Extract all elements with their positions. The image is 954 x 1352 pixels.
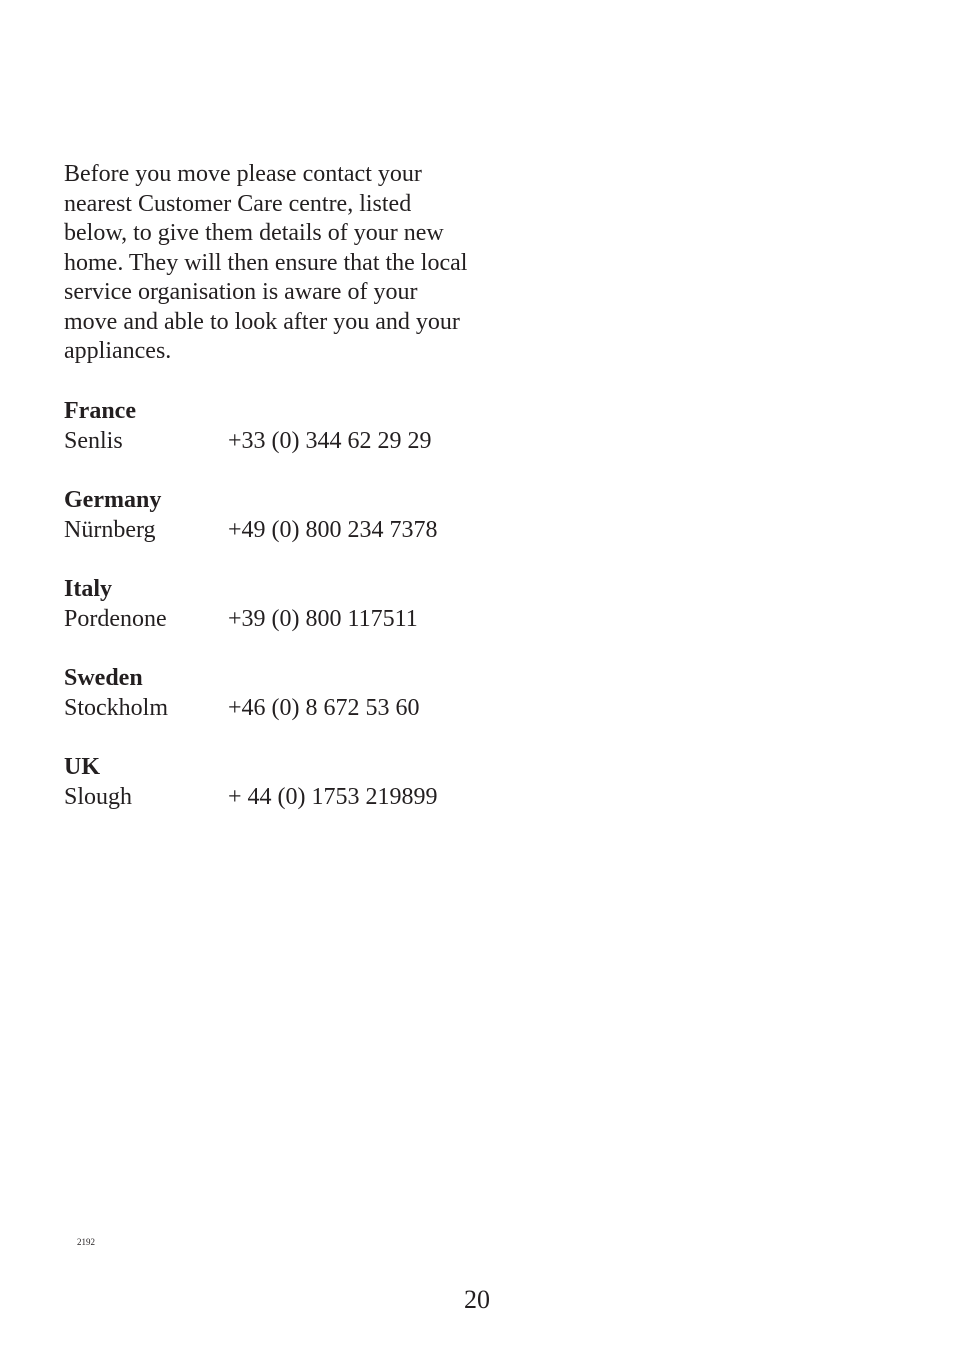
contact-row <box>64 426 484 456</box>
contact-row <box>64 782 484 812</box>
phone-number: +49 (0) 800 234 7378 <box>228 517 438 543</box>
country-name: Sweden <box>64 665 143 691</box>
contact-entry-germany <box>64 485 484 574</box>
country-name: Germany <box>64 487 162 513</box>
city-name: Slough <box>64 784 133 810</box>
phone-number: + 44 (0) 1753 219899 <box>228 784 438 810</box>
contact-row <box>64 515 484 545</box>
phone-number: +33 (0) 344 62 29 29 <box>228 428 432 454</box>
contact-row <box>64 604 484 634</box>
contact-row <box>64 693 484 723</box>
contact-list <box>64 396 484 841</box>
city-name: Nürnberg <box>64 517 156 543</box>
contact-entry-sweden <box>64 663 484 752</box>
contact-entry-uk <box>64 752 484 841</box>
city-name: Senlis <box>64 428 123 454</box>
contact-entry-france <box>64 396 484 485</box>
country-name: UK <box>64 754 100 780</box>
contact-entry-italy <box>64 574 484 663</box>
city-name: Pordenone <box>64 606 167 632</box>
country-name: France <box>64 398 136 424</box>
country-name: Italy <box>64 576 112 602</box>
phone-number: +39 (0) 800 117511 <box>228 606 418 632</box>
phone-number: +46 (0) 8 672 53 60 <box>228 695 420 721</box>
document-code: 2192 <box>77 1237 95 1247</box>
city-name: Stockholm <box>64 695 169 721</box>
page-number: 20 <box>464 1285 490 1314</box>
intro-paragraph: Before you move please contact your nearest Customer Care centre, listed below, to give them details of your new home. They will then ensure that the local service organisation is aware of your move and able to look after you and your appliances. <box>64 161 468 364</box>
